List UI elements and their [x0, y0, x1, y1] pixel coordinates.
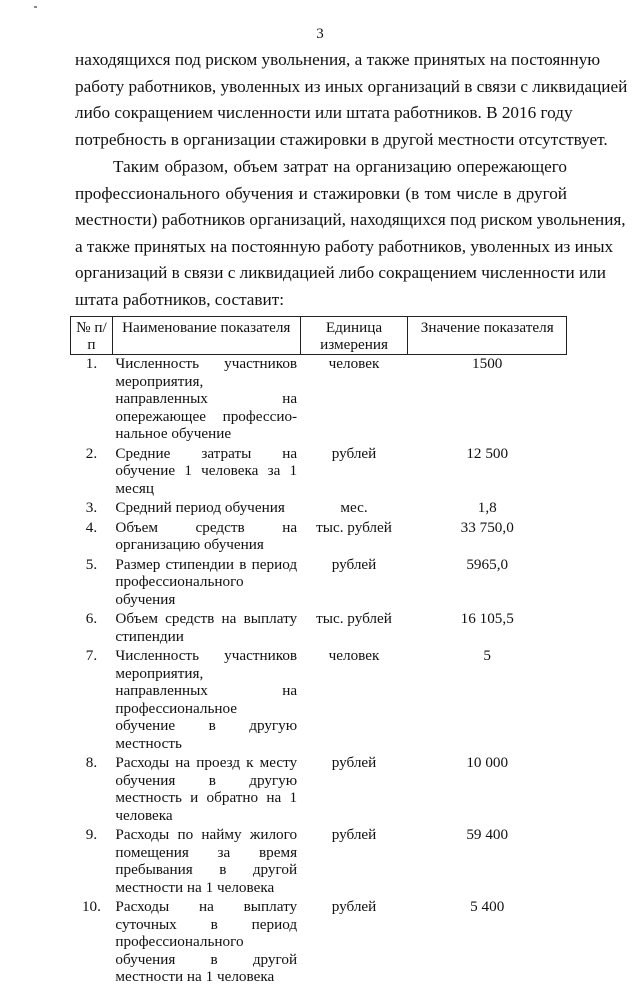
table-header-row	[71, 317, 567, 355]
row-num: 4.	[85, 518, 98, 536]
row-unit: рублей	[331, 898, 377, 915]
row-name: Численность участников мероприятия, направленных на профессиональное обучение в другую местность	[115, 647, 298, 752]
row-unit: мес.	[340, 499, 368, 516]
header-name: Наименование показателя	[112, 317, 300, 355]
row-num: 1.	[85, 355, 98, 372]
paragraph-line: Таким образом, объем затрат на организацию опережающего	[113, 157, 567, 176]
row-unit: рублей	[331, 826, 377, 843]
row-value: 16 105,5	[460, 610, 514, 627]
row-num: 9.	[85, 826, 98, 843]
row-unit: тыс. рублей	[316, 610, 392, 627]
row-name: Расходы на выплату суточных в период профессионального обучения в другой местности на 1 человека	[115, 898, 298, 985]
row-unit: тыс. рублей	[316, 518, 392, 536]
table-row	[71, 826, 567, 898]
row-value: 5 400	[470, 898, 505, 915]
paragraph-line: потребность в организации стажировки в другой местности отсутствует.	[75, 129, 608, 149]
table-row	[71, 647, 567, 754]
table-row	[71, 355, 567, 445]
paragraph-intro	[75, 47, 628, 153]
row-name: Расходы на проезд к месту обучения в другую местность и обратно на 1 человека	[115, 754, 298, 824]
paragraph-line: а также принятых на постоянную работу работников, уволенных из иных	[75, 236, 614, 256]
row-value: 1,8	[477, 499, 497, 516]
paragraph-line: профессионального обучения и стажировки (в том числе в другой	[75, 183, 567, 203]
row-value: 5	[483, 647, 491, 664]
paragraph-line: местности) работников организаций, находящихся под риском увольнения,	[75, 210, 626, 229]
row-value: 59 400	[466, 826, 509, 843]
header-num: № п/п	[71, 317, 113, 355]
row-unit: рублей	[331, 555, 377, 573]
row-unit: человек	[328, 355, 380, 372]
table-row	[71, 556, 567, 611]
row-unit: рублей	[331, 444, 377, 462]
table-row	[71, 499, 567, 519]
table-row	[71, 519, 567, 556]
paragraph-line: находящихся под риском увольнения, а также принятых на постоянную	[75, 50, 601, 69]
row-num: 2.	[85, 444, 98, 462]
row-value: 1500	[472, 355, 503, 372]
row-num: 7.	[85, 647, 98, 664]
table-row	[71, 754, 567, 826]
row-num: 6.	[85, 610, 98, 627]
row-value: 12 500	[466, 444, 509, 462]
row-value: 33 750,0	[460, 518, 514, 536]
paragraph-line: либо сокращением численности или штата работников. В 2016 году	[75, 103, 573, 122]
row-name: Средние затраты на обучение 1 человека за 1 месяц	[115, 444, 298, 497]
paragraph-line: работу работников, уволенных из иных организаций в связи с ликвидацией	[75, 76, 628, 96]
row-unit: человек	[328, 647, 380, 664]
row-num: 5.	[85, 555, 98, 573]
row-name: Объем средств на организацию обучения	[115, 518, 298, 553]
header-unit: Единица измерения	[300, 317, 408, 355]
paragraph-line: штата работников, составит:	[75, 289, 285, 309]
header-value: Значение показателя	[408, 317, 567, 355]
row-num: 3.	[85, 499, 98, 516]
table-row	[71, 610, 567, 647]
row-name: Численность участников мероприятия, направленных на опережающее профессио-нальное обучение	[115, 355, 298, 442]
paragraph-summary	[75, 154, 626, 313]
row-name: Размер стипендии в период профессионального обучения	[115, 555, 298, 608]
row-num: 10.	[81, 898, 101, 915]
row-num: 8.	[85, 754, 98, 771]
row-name: Расходы по найму жилого помещения за время пребывания в другой местности на 1 человека	[115, 826, 298, 896]
row-name: Средний период обучения	[115, 499, 285, 516]
table-row	[71, 898, 567, 988]
row-value: 5965,0	[466, 555, 509, 573]
page-number: 3	[316, 26, 324, 42]
scan-speck	[34, 6, 37, 8]
table-row	[71, 445, 567, 500]
cost-indicators-table	[70, 316, 567, 988]
row-unit: рублей	[331, 754, 377, 771]
row-name: Объем средств на выплату стипендии	[115, 610, 298, 645]
row-value: 10 000	[466, 754, 509, 771]
paragraph-line: организаций в связи с ликвидацией либо сокращением численности или	[75, 263, 606, 282]
